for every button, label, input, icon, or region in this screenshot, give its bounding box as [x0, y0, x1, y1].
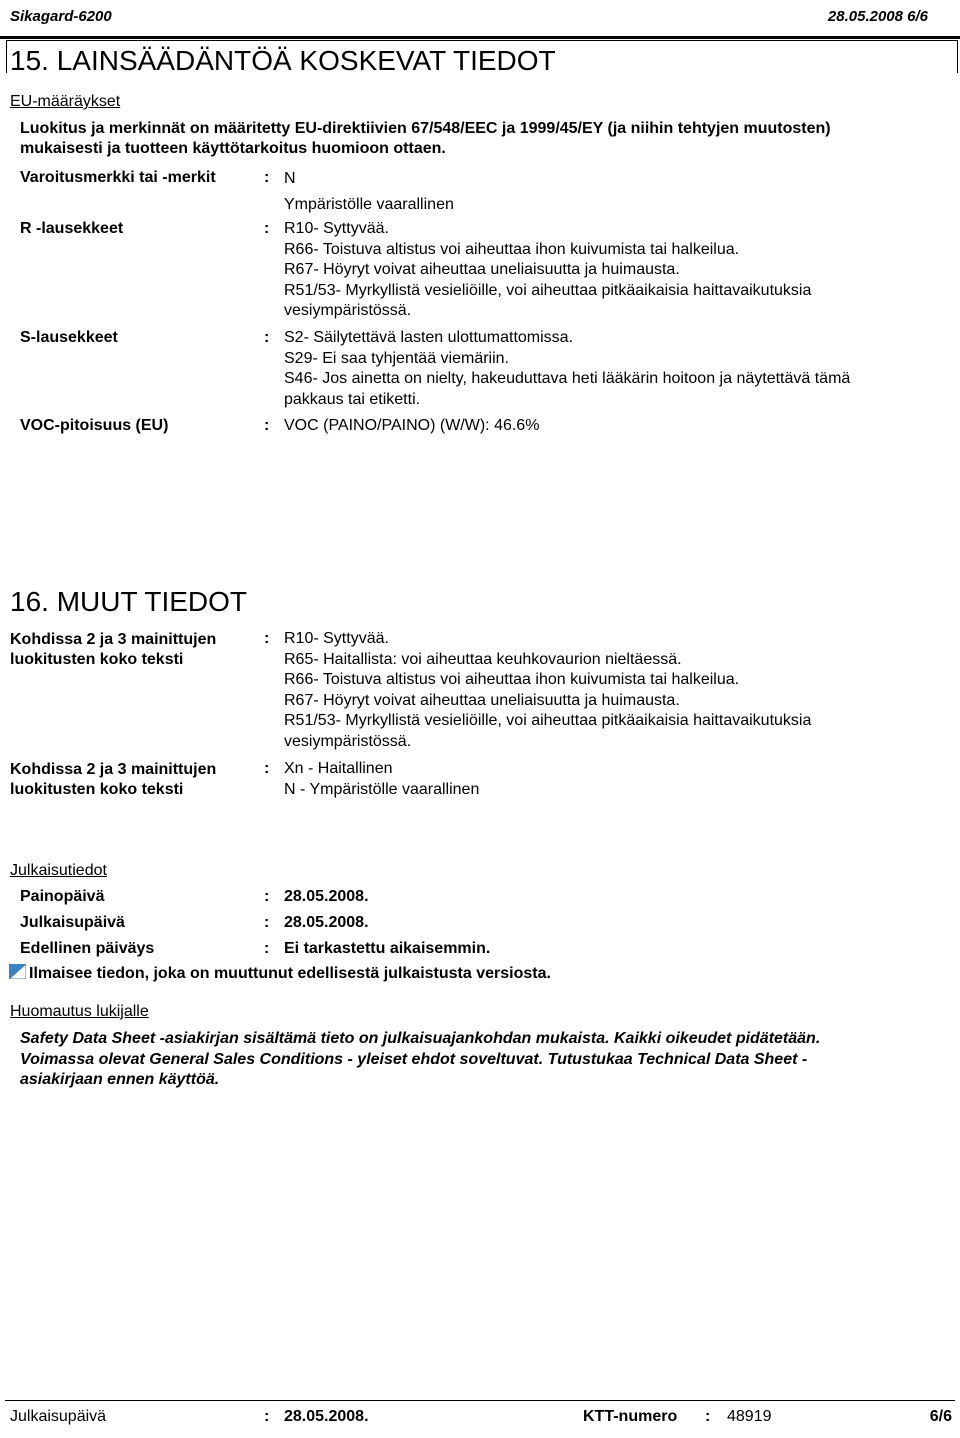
- colon: :: [264, 169, 270, 186]
- reader-note-heading: Huomautus lukijalle: [10, 1003, 149, 1020]
- section-15-title: 15. LAINSÄÄDÄNTÖÄ KOSKEVAT TIEDOT: [10, 45, 556, 76]
- value-line: R51/53- Myrkyllistä vesieliöille, voi aiheuttaa pitkäaikaisia haittavaikutuksia: [284, 712, 812, 729]
- value-line: pakkaus tai etiketti.: [284, 390, 421, 408]
- colon: :: [264, 630, 270, 647]
- reader-note-text: [20, 1029, 820, 1091]
- label-line: Kohdissa 2 ja 3 mainittujen: [10, 761, 217, 778]
- eu-regulations-heading: EU-määräykset: [10, 93, 121, 110]
- print-date-label: Painopäivä: [20, 888, 105, 905]
- previous-date-label: Edellinen päiväys: [20, 940, 155, 957]
- value-line: vesiympäristössä.: [284, 732, 412, 750]
- hazard-symbols-value: [284, 169, 454, 215]
- value-line: S2- Säilytettävä lasten ulottumattomissa.: [284, 329, 574, 346]
- note-line: Safety Data Sheet -asiakirjan sisältämä tieto on julkaisuajankohdan mukaista. Kaikki oikeudet pidätetään.: [20, 1030, 821, 1047]
- change-marker-icon: [9, 964, 26, 979]
- header-date-page: 28.05.2008 6/6: [827, 8, 928, 25]
- value-line: R10- Syttyvää.: [284, 630, 389, 647]
- value-line: VOC (PAINO/PAINO) (W/W): 46.6%: [284, 417, 540, 434]
- value-line: R67- Höyryt voivat aiheuttaa uneliaisuutta ja huimausta.: [284, 691, 680, 709]
- value-line: S29- Ei saa tyhjentää viemäriin.: [284, 349, 509, 367]
- value-line: R65- Haitallista: voi aiheuttaa keuhkovaurion nieltäessä.: [284, 650, 682, 668]
- s-phrases-value: [284, 328, 850, 410]
- colon: :: [264, 940, 270, 957]
- footer-date-value: 28.05.2008.: [284, 1408, 369, 1425]
- s-phrases-label: S-lausekkeet: [20, 329, 118, 346]
- intro-line: Luokitus ja merkinnät on määritetty EU-direktiivien 67/548/EEC ja 1999/45/EY (ja niihin tehtyjen muutosten): [20, 120, 831, 137]
- colon: :: [264, 914, 270, 931]
- value-line: N: [284, 170, 296, 187]
- value-line: R66- Toistuva altistus voi aiheuttaa ihon kuivumista tai halkeilua.: [284, 671, 740, 688]
- label-line: luokitusten koko teksti: [10, 781, 184, 798]
- r-phrases-value: [284, 219, 811, 322]
- colon: :: [264, 417, 270, 434]
- footer-date-label: Julkaisupäivä: [10, 1408, 107, 1425]
- voc-value: [284, 416, 539, 437]
- value-line: R66- Toistuva altistus voi aiheuttaa ihon kuivumista tai halkeilua.: [284, 240, 740, 258]
- value-line: R10- Syttyvää.: [284, 220, 389, 237]
- value-line: S46- Jos ainetta on nielty, hakeuduttava heti lääkärin hoitoon ja näytettävä tämä: [284, 370, 851, 387]
- colon: :: [705, 1408, 711, 1425]
- publication-date-label: Julkaisupäivä: [20, 914, 125, 931]
- eu-intro: [20, 119, 831, 159]
- label-line: luokitusten koko teksti: [10, 651, 184, 668]
- classification-symbols: [284, 759, 479, 800]
- note-line: asiakirjaan ennen käyttöä.: [20, 1071, 220, 1088]
- classification-label: [10, 760, 216, 800]
- ktt-label: KTT-numero: [583, 1408, 678, 1425]
- value-line: vesiympäristössä.: [284, 302, 412, 319]
- publication-date-value: 28.05.2008.: [284, 914, 369, 931]
- value-line: N - Ympäristölle vaarallinen: [284, 780, 480, 798]
- intro-line: mukaisesti ja tuotteen käyttötarkoitus huomioon ottaen.: [20, 140, 446, 157]
- colon: :: [264, 888, 270, 905]
- value-line: R67- Höyryt voivat aiheuttaa uneliaisuutta ja huimausta.: [284, 261, 680, 278]
- header-rule: [0, 36, 960, 39]
- value-line: Ympäristölle vaarallinen: [284, 195, 454, 213]
- note-line: Voimassa olevat General Sales Conditions - yleiset ehdot soveltuvat. Tutustukaa Technical Data Sheet -: [20, 1050, 808, 1068]
- r-phrases-label: R -lausekkeet: [20, 220, 124, 237]
- colon: :: [264, 220, 270, 237]
- previous-date-value: Ei tarkastettu aikaisemmin.: [284, 940, 491, 957]
- voc-label: VOC-pitoisuus (EU): [20, 417, 169, 434]
- colon: :: [264, 760, 270, 777]
- colon: :: [264, 329, 270, 346]
- ktt-value: 48919: [727, 1408, 772, 1425]
- footer-rule: [5, 1400, 955, 1401]
- classification-label: [10, 630, 216, 670]
- colon: :: [264, 1408, 270, 1425]
- hazard-symbols-label: Varoitusmerkki tai -merkit: [20, 169, 216, 186]
- product-name: Sikagard-6200: [10, 8, 112, 25]
- footer-page-number: 6/6: [929, 1408, 952, 1425]
- change-note: Ilmaisee tiedon, joka on muuttunut edellisestä julkaistusta versiosta.: [29, 965, 551, 982]
- publication-heading: Julkaisutiedot: [10, 862, 107, 879]
- label-line: Kohdissa 2 ja 3 mainittujen: [10, 631, 217, 648]
- print-date-value: 28.05.2008.: [284, 888, 369, 905]
- classification-text: [284, 629, 811, 752]
- value-line: R51/53- Myrkyllistä vesieliöille, voi aiheuttaa pitkäaikaisia haittavaikutuksia: [284, 281, 812, 299]
- section-16-title: 16. MUUT TIEDOT: [10, 586, 248, 617]
- value-line: Xn - Haitallinen: [284, 760, 393, 777]
